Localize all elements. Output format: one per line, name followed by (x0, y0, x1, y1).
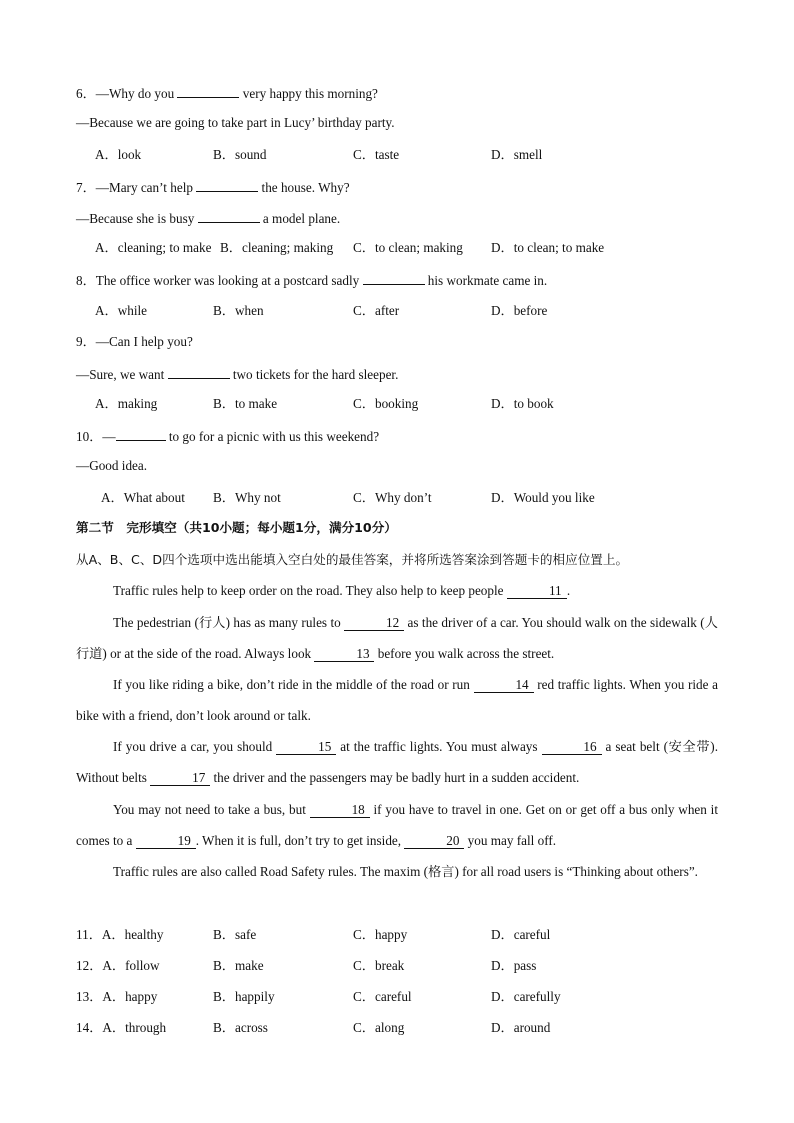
option-d: D．to book (491, 396, 554, 411)
option-d: D．Would you like (491, 490, 595, 505)
option-d: D．careful (491, 927, 551, 942)
answer-blank (168, 365, 230, 379)
option-b: B．Why not (213, 490, 281, 505)
cloze-blank-14: 14 (474, 678, 534, 693)
answer-blank (363, 271, 425, 285)
option-b: B．to make (213, 396, 278, 411)
option-c: C．Why don’t (353, 490, 432, 505)
option-c: C．happy (353, 927, 408, 942)
answer-blank (198, 209, 260, 223)
question-9 (76, 334, 193, 350)
section-instruction: 从A、B、C、D四个选项中选出能填入空白处的最佳答案，并将所选答案涂到答题卡的相应位置上。 (76, 552, 629, 567)
option-a: A．making (95, 396, 158, 411)
cloze-blank-12: 12 (344, 616, 404, 631)
cloze-blank-17: 17 (150, 771, 210, 786)
passage-paragraph-6: Traffic rules are also called Road Safety rules. The maxim (格言) for all road users is “Thinking about others”. (113, 864, 698, 879)
question-text: —Can I help you? (95, 334, 193, 349)
passage-paragraph-5: You may not need to take a bus, but 18 if you have to travel in one. Get on or get off a bus only when it comes to a 19 . When it is full, don’t try to get inside, 20 you may fall off. (76, 802, 718, 848)
response-text: —Because we are going to take part in Lucy’ birthday party. (76, 115, 395, 130)
question-text: very happy this morning? (239, 86, 378, 101)
question-text: his workmate came in. (424, 273, 548, 288)
answer-blank (177, 84, 239, 98)
option-b: B．safe (213, 927, 257, 942)
option-a: A．What about (101, 490, 185, 505)
option-c: C．after (353, 303, 400, 318)
cloze-blank-20: 20 (404, 834, 464, 849)
question-8 (76, 271, 547, 289)
passage-paragraph-2: The pedestrian (行人) has as many rules to 12 as the driver of a car. You should walk on the sidewalk (人行道) or at the side of the road. Always look 13 before you walk across the street. (76, 615, 718, 661)
option-b: B．happily (213, 989, 275, 1004)
response-text: —Good idea. (76, 458, 148, 473)
option-c: C．careful (353, 989, 412, 1004)
question-10 (76, 427, 379, 445)
question-number: 10． (76, 429, 103, 444)
option-a: A．cleaning; to make (95, 240, 212, 255)
passage-paragraph-4: If you drive a car, you should 15 at the traffic lights. You must always 16 a seat belt (安全带). Without belts 17 the driver and the passengers may be badly hurt in a sudden accident. (76, 739, 718, 785)
option-b: B．when (213, 303, 264, 318)
question-text: the house. Why? (258, 180, 350, 195)
option-c: C．booking (353, 396, 419, 411)
option-d: D．to clean; to make (491, 240, 605, 255)
answer-blank (116, 427, 166, 441)
cloze-blank-19: 19 (136, 834, 196, 849)
cloze-question-14: 14．A．through (76, 1020, 167, 1035)
option-b: B．across (213, 1020, 268, 1035)
option-c: C．to clean; making (353, 240, 463, 255)
passage-paragraph-1: Traffic rules help to keep order on the road. They also help to keep people 11 . (113, 583, 571, 598)
option-d: D．smell (491, 147, 543, 162)
cloze-blank-16: 16 (542, 740, 602, 755)
option-a: A．through (102, 1020, 167, 1035)
option-b: B．sound (213, 147, 267, 162)
question-number: 8． (76, 273, 96, 288)
cloze-blank-18: 18 (310, 803, 370, 818)
question-text: —Why do you (95, 86, 178, 101)
option-c: C．along (353, 1020, 405, 1035)
response-text: —Because she is busy a model plane. (76, 211, 341, 226)
question-text: to go for a picnic with us this weekend? (165, 429, 380, 444)
option-a: A．follow (102, 958, 160, 973)
question-text: — (102, 429, 116, 444)
cloze-question-11: 11．A．healthy (76, 927, 164, 942)
option-d: D．pass (491, 958, 537, 973)
option-d: D．around (491, 1020, 551, 1035)
question-7 (76, 178, 350, 196)
response-text: —Sure, we want two tickets for the hard sleeper. (76, 367, 399, 382)
question-text: —Mary can’t help (95, 180, 197, 195)
question-text: The office worker was looking at a postcard sadly (95, 273, 363, 288)
option-d: D．carefully (491, 989, 561, 1004)
answer-blank (196, 178, 258, 192)
question-number: 9． (76, 334, 96, 349)
cloze-blank-15: 15 (276, 740, 336, 755)
option-a: A．look (95, 147, 142, 162)
cloze-blank-11: 11 (507, 584, 567, 599)
cloze-question-12: 12．A．follow (76, 958, 160, 973)
option-a: A．while (95, 303, 148, 318)
section-heading: 第二节 完形填空（共10小题；每小题1分，满分10分） (76, 520, 397, 535)
passage-paragraph-3: If you like riding a bike, don’t ride in the middle of the road or run 14 red traffic lights. When you ride a bike with a friend, don’t look around or talk. (76, 677, 718, 723)
option-b: B．make (213, 958, 264, 973)
option-d: D．before (491, 303, 548, 318)
option-a: A．healthy (101, 927, 164, 942)
question-6 (76, 84, 378, 102)
option-a: A．happy (102, 989, 158, 1004)
option-c: C．break (353, 958, 405, 973)
cloze-question-13: 13．A．happy (76, 989, 158, 1004)
option-b: B．cleaning; making (220, 240, 334, 255)
question-number: 7． (76, 180, 96, 195)
cloze-blank-13: 13 (314, 647, 374, 662)
question-number: 6． (76, 86, 96, 101)
option-c: C．taste (353, 147, 400, 162)
